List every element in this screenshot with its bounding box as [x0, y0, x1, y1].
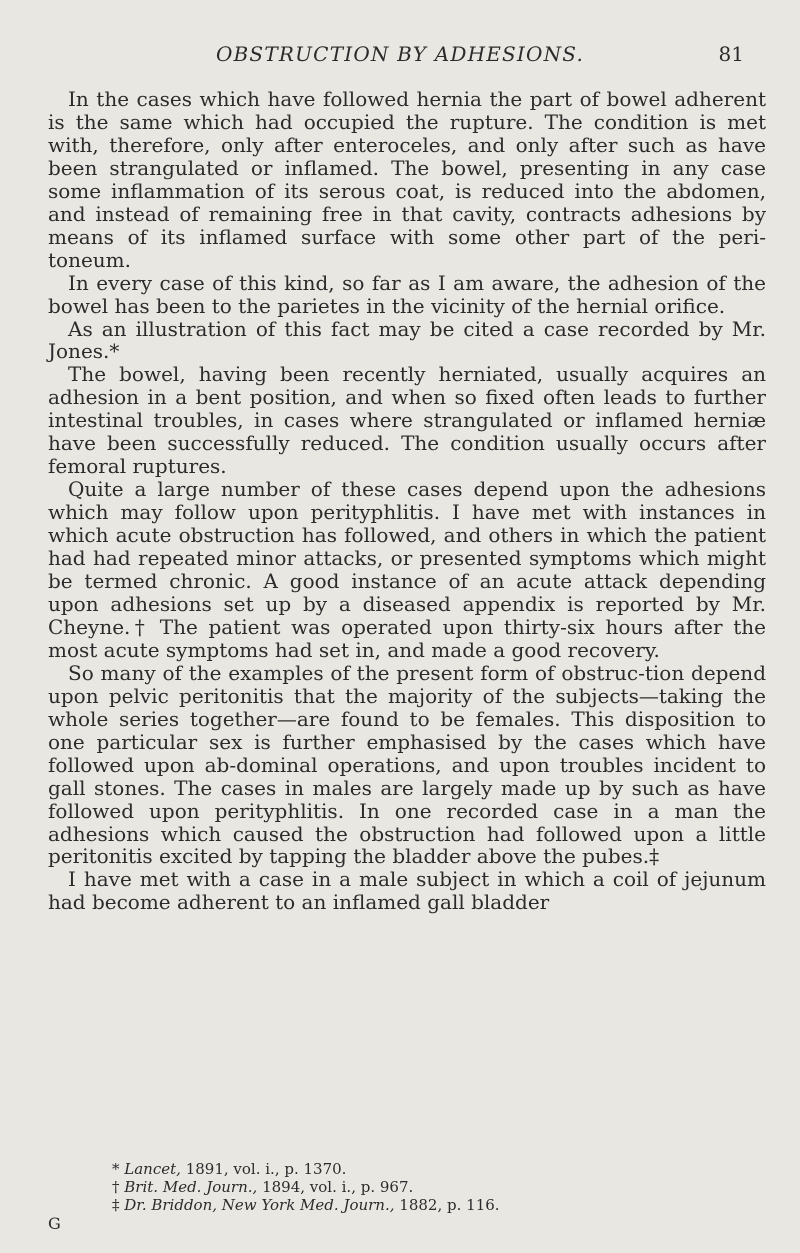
- footnote-detail: 1894, vol. i., p. 967.: [262, 1178, 414, 1196]
- paragraph-jejunum-case: I have met with a case in a male subject in which a coil of jejunum had become adherent to an inflamed gall bladder: [48, 867, 766, 915]
- body-text: [48, 88, 766, 914]
- footnote-detail: 1882, p. 116.: [399, 1196, 500, 1214]
- paragraph-jones-case: As an illustration of this fact may be cited a case recorded by Mr. Jones.*: [48, 316, 766, 364]
- running-title: OBSTRUCTION BY ADHESIONS.: [215, 42, 585, 66]
- paragraph-bent-position: The bowel, having been recently herniated, usually acquires an adhesion in a bent position, and when so fixed often leads to further intestinal troubles, in cases where strangulated or inflamed herniæ have been successfully reduced. The condition usually occurs after femoral ruptures.: [48, 362, 766, 479]
- footnote-marker: †: [112, 1178, 120, 1196]
- footnote-marker: ‡: [112, 1196, 120, 1214]
- paragraph-perityphlitis: Quite a large number of these cases depend upon the adhesions which may follow upon perityphlitis. I have met with instances in which acute obstruction has followed, and others in which the patient had had repeated minor attacks, or presented symptoms which might be termed chronic. A good instance of an acute attack depending upon adhesions set up by a diseased appendix is reported by Mr. Cheyne.† The patient was operated upon thirty-six hours after the most acute symptoms had set in, and made a good recovery.: [48, 477, 766, 662]
- printer-signature: G: [48, 1214, 61, 1233]
- footnote-brit-med-journ: [112, 1178, 772, 1196]
- running-header: [0, 42, 800, 72]
- footnote-detail: 1891, vol. i., p. 1370.: [185, 1160, 347, 1178]
- paragraph-hernia-adhesion: In the cases which have followed hernia the part of bowel adherent is the same which had occupied the rupture. The condition is met with, therefore, only after enteroceles, and only after such as have been strangulated or inflamed. The bowel, presenting in any case some inflammation of its serous coat, is reduced into the abdomen, and instead of remaining free in that cavity, contracts adhesions by means of its inflamed surface with some other part of the peri-toneum.: [48, 87, 766, 272]
- footnote-source: Dr. Briddon, New York Med. Journ.,: [124, 1196, 395, 1214]
- page-number: 81: [718, 42, 744, 66]
- footnotes: [112, 1160, 772, 1214]
- paragraph-parietes: In every case of this kind, so far as I am aware, the adhesion of the bowel has been to the parietes in the vicinity of the hernial orifice.: [48, 270, 766, 318]
- footnote-source: Lancet,: [124, 1160, 181, 1178]
- footnote-marker: *: [112, 1160, 120, 1178]
- footnote-briddon: [112, 1196, 772, 1214]
- footnote-lancet: [112, 1160, 772, 1178]
- footnote-source: Brit. Med. Journ.,: [124, 1178, 258, 1196]
- paragraph-pelvic-peritonitis: So many of the examples of the present form of obstruc-tion depend upon pelvic peritonitis that the majority of the subjects—taking the whole series together—are found to be females. This disposition to one particular sex is further emphasised by the cases which have followed upon ab-dominal operations, and upon troubles incident to gall stones. The cases in males are largely made up by such as have followed upon perityphlitis. In one recorded case in a man the adhesions which caused the obstruction had followed upon a little peritonitis excited by tapping the bladder above the pubes.‡: [48, 660, 766, 869]
